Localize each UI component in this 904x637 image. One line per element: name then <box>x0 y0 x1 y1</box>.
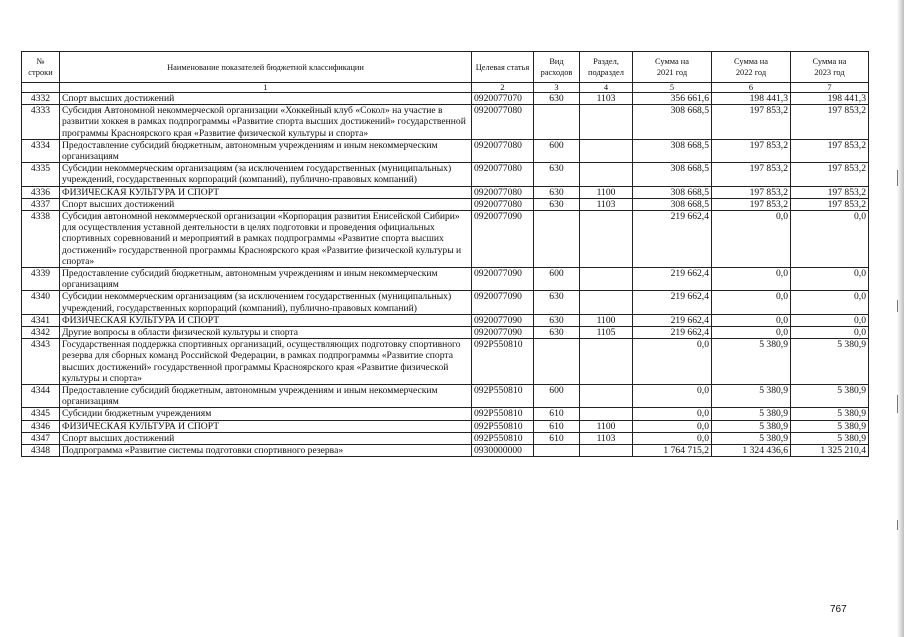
budget-table <box>21 51 869 457</box>
sum-2021: 308 668,5 <box>633 139 712 162</box>
row-number: 4337 <box>22 198 60 210</box>
sum-2022: 197 853,2 <box>712 186 791 198</box>
section-code <box>580 139 633 162</box>
expense-type <box>534 339 580 385</box>
column-number: 7 <box>791 83 869 93</box>
expense-type: 600 <box>534 139 580 162</box>
header-sum-2023: Сумма на 2023 год <box>791 52 869 83</box>
header-sum-2022: Сумма на 2022 год <box>712 52 791 83</box>
row-name: Субсидия автономной некоммерческой организации «Корпорация развития Енисейской Сибири» для осуществления уставной деятельности в целях подготовки и проведения официальных спортивных соревнований и мероприятий в рамках подпрограммы «Развитие спорта высших достижений» государственной программы Красноярского края «Развитие физической культуры и спорта» <box>60 211 472 268</box>
scan-mark <box>897 170 898 186</box>
table-row <box>22 93 869 105</box>
row-number: 4347 <box>22 432 60 444</box>
row-name: Спорт высших достижений <box>60 93 472 105</box>
row-name: Субсидии некоммерческим организациям (за исключением государственных (муниципальных) учреждений, государственных корпораций (компаний), публично-правовых компаний) <box>60 163 472 186</box>
sum-2022: 0,0 <box>712 268 791 291</box>
sum-2021: 219 662,4 <box>633 314 712 326</box>
table-row <box>22 186 869 198</box>
section-code <box>580 105 633 140</box>
header-section: Раздел, подраздел <box>580 52 633 83</box>
target-code: 0920077070 <box>472 93 534 105</box>
target-code: 0920077090 <box>472 291 534 314</box>
expense-type: 600 <box>534 268 580 291</box>
row-name: Субсидии некоммерческим организациям (за исключением государственных (муниципальных) учреждений, государственных корпораций (компаний), публично-правовых компаний) <box>60 291 472 314</box>
table-row <box>22 339 869 385</box>
sum-2022: 197 853,2 <box>712 105 791 140</box>
scan-edge <box>897 0 904 637</box>
sum-2022: 197 853,2 <box>712 163 791 186</box>
row-name: Предоставление субсидий бюджетным, автономным учреждениям и иным некоммерческим организациям <box>60 139 472 162</box>
row-name: Спорт высших достижений <box>60 198 472 210</box>
sum-2023: 197 853,2 <box>791 105 869 140</box>
target-code: 0920077090 <box>472 327 534 339</box>
table-row <box>22 291 869 314</box>
section-code: 1103 <box>580 198 633 210</box>
header-row <box>22 52 869 83</box>
expense-type: 610 <box>534 420 580 432</box>
sum-2023: 5 380,9 <box>791 385 869 408</box>
row-number: 4333 <box>22 105 60 140</box>
expense-type: 630 <box>534 198 580 210</box>
table-row <box>22 139 869 162</box>
header-type: Вид расходов <box>534 52 580 83</box>
sum-2021: 1 764 715,2 <box>633 445 712 457</box>
column-number: 3 <box>534 83 580 93</box>
target-code: 092P550810 <box>472 432 534 444</box>
section-code: 1103 <box>580 432 633 444</box>
sum-2023: 5 380,9 <box>791 432 869 444</box>
expense-type: 630 <box>534 163 580 186</box>
column-number: 2 <box>472 83 534 93</box>
row-name: Субсидия Автономной некоммерческой организации «Хоккейный клуб «Сокол» на участие в развитии хоккея в рамках подпрограммы «Развитие спорта высших достижений» государственной программы Красноярского края «Развитие физической культуры и спорта» <box>60 105 472 140</box>
sum-2021: 308 668,5 <box>633 198 712 210</box>
target-code: 0920077080 <box>472 139 534 162</box>
row-number: 4348 <box>22 445 60 457</box>
sum-2021: 0,0 <box>633 339 712 385</box>
sum-2022: 5 380,9 <box>712 408 791 420</box>
sum-2023: 0,0 <box>791 291 869 314</box>
row-name: Предоставление субсидий бюджетным, автономным учреждениям и иным некоммерческим организациям <box>60 268 472 291</box>
table-row <box>22 420 869 432</box>
column-number: 6 <box>712 83 791 93</box>
sum-2021: 0,0 <box>633 432 712 444</box>
row-number: 4344 <box>22 385 60 408</box>
expense-type: 630 <box>534 93 580 105</box>
sum-2021: 219 662,4 <box>633 291 712 314</box>
expense-type <box>534 445 580 457</box>
row-number: 4339 <box>22 268 60 291</box>
section-code: 1105 <box>580 327 633 339</box>
header-row-no: № строки <box>22 52 60 83</box>
row-number: 4343 <box>22 339 60 385</box>
header-target: Целевая статья <box>472 52 534 83</box>
column-number: 5 <box>633 83 712 93</box>
row-name: Субсидии бюджетным учреждениям <box>60 408 472 420</box>
column-number: 4 <box>580 83 633 93</box>
expense-type: 630 <box>534 186 580 198</box>
sum-2022: 5 380,9 <box>712 339 791 385</box>
section-code: 1100 <box>580 420 633 432</box>
sum-2022: 0,0 <box>712 211 791 268</box>
expense-type <box>534 211 580 268</box>
column-number: 1 <box>60 83 472 93</box>
sum-2022: 197 853,2 <box>712 139 791 162</box>
sum-2023: 5 380,9 <box>791 339 869 385</box>
sum-2021: 219 662,4 <box>633 211 712 268</box>
row-number: 4342 <box>22 327 60 339</box>
row-name: ФИЗИЧЕСКАЯ КУЛЬТУРА И СПОРТ <box>60 186 472 198</box>
row-name: Предоставление субсидий бюджетным, автономным учреждениям и иным некоммерческим организациям <box>60 385 472 408</box>
sum-2023: 0,0 <box>791 327 869 339</box>
row-number: 4340 <box>22 291 60 314</box>
row-name: Государственная поддержка спортивных организаций, осуществляющих подготовку спортивного резерва для сборных команд Российской Федерации, в рамках подпрограммы «Развитие спорта высших достижений» государственной программы Красноярского края «Развитие физической культуры и спорта» <box>60 339 472 385</box>
section-code <box>580 291 633 314</box>
table-row <box>22 432 869 444</box>
column-number <box>22 83 60 93</box>
table-row <box>22 211 869 268</box>
sum-2023: 197 853,2 <box>791 186 869 198</box>
target-code: 0930000000 <box>472 445 534 457</box>
row-number: 4345 <box>22 408 60 420</box>
sum-2023: 1 325 210,4 <box>791 445 869 457</box>
sum-2023: 197 853,2 <box>791 139 869 162</box>
sum-2022: 5 380,9 <box>712 432 791 444</box>
section-code: 1100 <box>580 314 633 326</box>
column-numbers-row <box>22 83 869 93</box>
sum-2022: 5 380,9 <box>712 385 791 408</box>
expense-type: 630 <box>534 327 580 339</box>
target-code: 0920077080 <box>472 105 534 140</box>
sum-2021: 308 668,5 <box>633 186 712 198</box>
section-code <box>580 408 633 420</box>
sum-2022: 5 380,9 <box>712 420 791 432</box>
target-code: 0920077090 <box>472 314 534 326</box>
sum-2023: 197 853,2 <box>791 198 869 210</box>
table-row <box>22 314 869 326</box>
header-sum-2021: Сумма на 2021 год <box>633 52 712 83</box>
row-name: ФИЗИЧЕСКАЯ КУЛЬТУРА И СПОРТ <box>60 420 472 432</box>
header-name: Наименование показателей бюджетной классификации <box>60 52 472 83</box>
section-code <box>580 385 633 408</box>
row-number: 4336 <box>22 186 60 198</box>
sum-2021: 356 661,6 <box>633 93 712 105</box>
expense-type: 610 <box>534 432 580 444</box>
sum-2021: 0,0 <box>633 385 712 408</box>
sum-2022: 1 324 436,6 <box>712 445 791 457</box>
sum-2022: 0,0 <box>712 314 791 326</box>
expense-type <box>534 105 580 140</box>
sum-2023: 5 380,9 <box>791 420 869 432</box>
row-number: 4341 <box>22 314 60 326</box>
page-number: 767 <box>830 604 847 615</box>
scan-mark <box>897 395 898 413</box>
sum-2023: 0,0 <box>791 268 869 291</box>
table-row <box>22 385 869 408</box>
table-row <box>22 198 869 210</box>
section-code <box>580 163 633 186</box>
sum-2021: 308 668,5 <box>633 163 712 186</box>
target-code: 092P550810 <box>472 385 534 408</box>
sum-2021: 219 662,4 <box>633 327 712 339</box>
expense-type: 600 <box>534 385 580 408</box>
sum-2023: 198 441,3 <box>791 93 869 105</box>
table-row <box>22 327 869 339</box>
sum-2023: 5 380,9 <box>791 408 869 420</box>
table-row <box>22 268 869 291</box>
row-name: ФИЗИЧЕСКАЯ КУЛЬТУРА И СПОРТ <box>60 314 472 326</box>
target-code: 0920077080 <box>472 186 534 198</box>
sum-2021: 219 662,4 <box>633 268 712 291</box>
target-code: 0920077080 <box>472 163 534 186</box>
sum-2021: 0,0 <box>633 420 712 432</box>
sum-2021: 308 668,5 <box>633 105 712 140</box>
table-row <box>22 445 869 457</box>
scan-mark <box>897 520 898 530</box>
target-code: 0920077080 <box>472 198 534 210</box>
target-code: 0920077090 <box>472 211 534 268</box>
sum-2023: 0,0 <box>791 211 869 268</box>
section-code <box>580 268 633 291</box>
expense-type: 610 <box>534 408 580 420</box>
target-code: 092P550810 <box>472 339 534 385</box>
sum-2022: 0,0 <box>712 291 791 314</box>
row-name: Спорт высших достижений <box>60 432 472 444</box>
scan-mark <box>897 300 898 312</box>
sum-2022: 197 853,2 <box>712 198 791 210</box>
row-number: 4346 <box>22 420 60 432</box>
sum-2022: 0,0 <box>712 327 791 339</box>
row-number: 4338 <box>22 211 60 268</box>
section-code <box>580 339 633 385</box>
row-name: Подпрограмма «Развитие системы подготовки спортивного резерва» <box>60 445 472 457</box>
table-row <box>22 408 869 420</box>
sum-2023: 197 853,2 <box>791 163 869 186</box>
sum-2022: 198 441,3 <box>712 93 791 105</box>
expense-type: 630 <box>534 314 580 326</box>
row-number: 4335 <box>22 163 60 186</box>
section-code: 1103 <box>580 93 633 105</box>
target-code: 0920077090 <box>472 268 534 291</box>
target-code: 092P550810 <box>472 408 534 420</box>
row-number: 4332 <box>22 93 60 105</box>
expense-type: 630 <box>534 291 580 314</box>
row-name: Другие вопросы в области физической культуры и спорта <box>60 327 472 339</box>
sum-2021: 0,0 <box>633 408 712 420</box>
row-number: 4334 <box>22 139 60 162</box>
target-code: 092P550810 <box>472 420 534 432</box>
section-code <box>580 445 633 457</box>
section-code <box>580 211 633 268</box>
section-code: 1100 <box>580 186 633 198</box>
table-row <box>22 105 869 140</box>
table-row <box>22 163 869 186</box>
sum-2023: 0,0 <box>791 314 869 326</box>
